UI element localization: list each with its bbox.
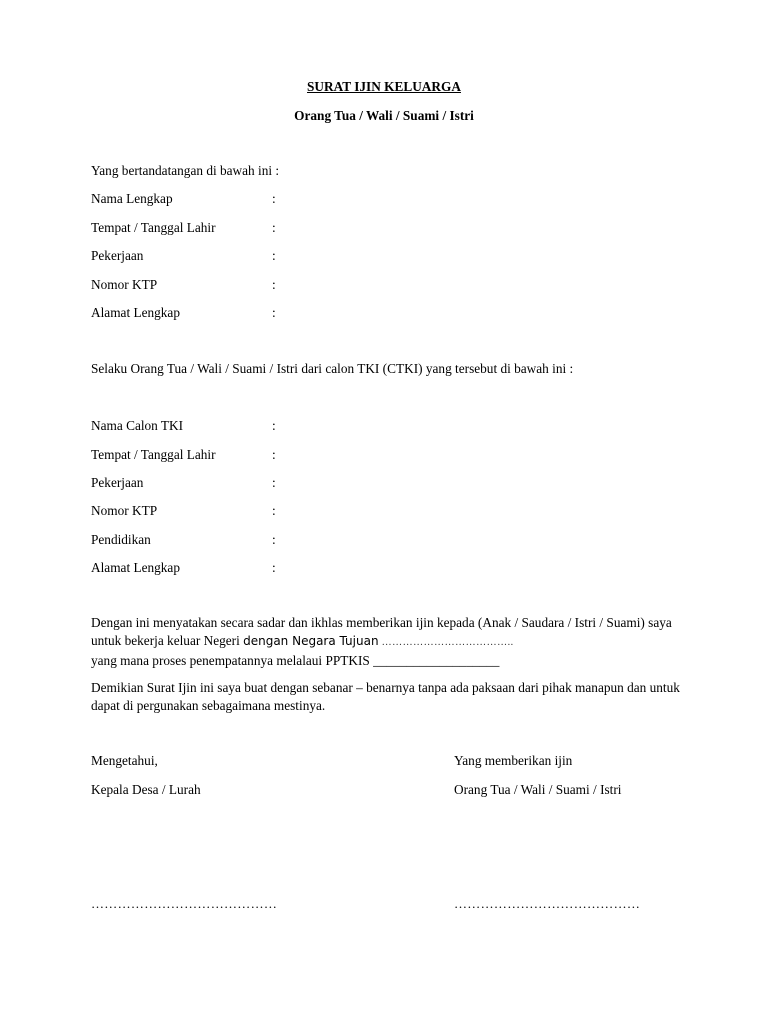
candidate-field-ktp-colon: : [272, 503, 276, 518]
signer-field-ktp-colon: : [272, 277, 276, 292]
signer-field-name-label: Nama Lengkap [91, 191, 173, 206]
signature-right-role: Orang Tua / Wali / Suami / Istri [454, 782, 622, 797]
candidate-field-job-label: Pekerjaan [91, 475, 144, 490]
candidate-field-name-label: Nama Calon TKI [91, 418, 184, 433]
signer-field-job-label: Pekerjaan [91, 248, 144, 263]
document-subtitle: Orang Tua / Wali / Suami / Istri [294, 108, 474, 123]
candidate-field-birth-colon: : [272, 447, 276, 462]
signature-left-heading: Mengetahui, [91, 753, 158, 768]
candidate-field-name-colon: : [272, 418, 276, 433]
candidate-field-education-label: Pendidikan [91, 532, 151, 547]
candidate-field-job-colon: : [272, 475, 276, 490]
candidate-field-address-label: Alamat Lengkap [91, 560, 180, 575]
candidate-field-address-colon: : [272, 560, 276, 575]
signer-field-address-label: Alamat Lengkap [91, 305, 180, 320]
signer-field-name-colon: : [272, 191, 276, 206]
signature-left-role: Kepala Desa / Lurah [91, 782, 201, 797]
signer-field-ktp-label: Nomor KTP [91, 277, 158, 292]
intro-text: Yang bertandatangan di bawah ini : [91, 163, 280, 178]
signature-right-heading: Yang memberikan ijin [454, 753, 573, 768]
closing-paragraph: Demikian Surat Ijin ini saya buat dengan sebanar – benarnya tanpa ada paksaan dari pihak manapun dan untuk dapat di pergunakan sebagaimana mestinya. [91, 680, 680, 713]
signer-field-birth-label: Tempat / Tanggal Lahir [91, 220, 216, 235]
signer-field-address-colon: : [272, 305, 276, 320]
candidate-field-ktp-label: Nomor KTP [91, 503, 158, 518]
signer-field-birth-colon: : [272, 220, 276, 235]
signature-left-line: …………………………………… [91, 896, 278, 911]
document-title: SURAT IJIN KELUARGA [307, 79, 461, 94]
signature-right-line: …………………………………… [454, 896, 641, 911]
permission-paragraph: Dengan ini menyatakan secara sadar dan ikhlas memberikan ijin kepada (Anak / Saudara / Istri / Suami) saya untuk bekerja keluar Negeri dengan Negara Tujuan ……………………………….. yang mana proses penempatannya melalaui PPTKIS ___________________ [91, 615, 672, 668]
candidate-field-birth-label: Tempat / Tanggal Lahir [91, 447, 216, 462]
candidate-field-education-colon: : [272, 532, 276, 547]
relation-statement: Selaku Orang Tua / Wali / Suami / Istri dari calon TKI (CTKI) yang tersebut di bawah ini : [91, 361, 574, 376]
signer-field-job-colon: : [272, 248, 276, 263]
